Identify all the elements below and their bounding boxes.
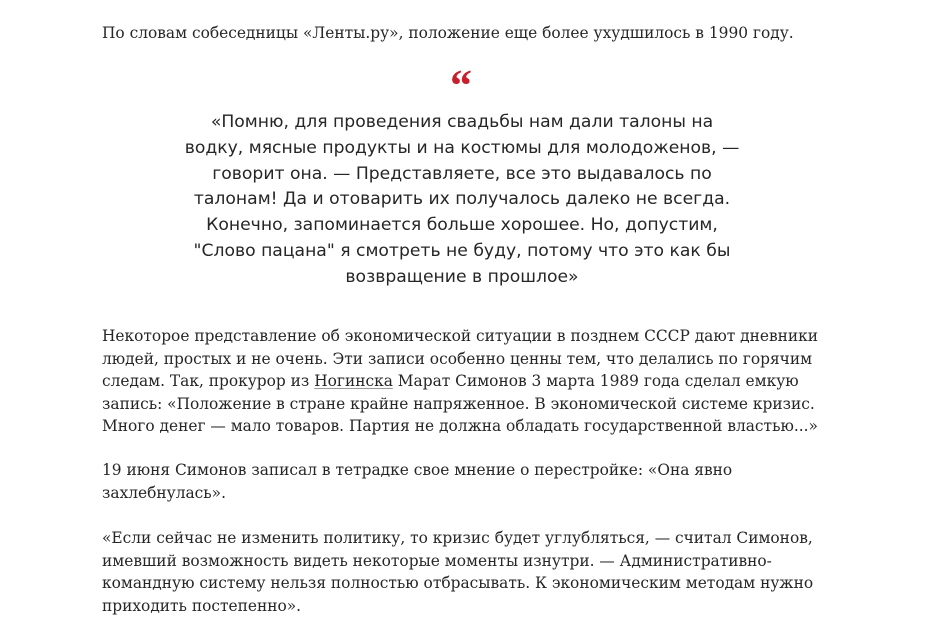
- paragraph-line: Много денег — мало товаров. Партия не должна обладать государственной властью...»: [102, 417, 818, 436]
- paragraph-line: Некоторое представление об экономической ситуации в позднем СССР дают дневники: [102, 327, 819, 345]
- paragraph-line: командную систему нельзя полностью отбрасывать. К экономическим методам нужно: [102, 574, 814, 593]
- paragraph-policy: [102, 527, 814, 617]
- paragraph-diaries: [102, 325, 819, 438]
- quote-mark-icon: “: [450, 61, 472, 110]
- paragraph-line: имевший возможность видеть некоторые моменты изнутри. — Административно-: [102, 551, 772, 570]
- quote-line: говорит она. — Представляете, все это выдавалось по: [212, 163, 712, 184]
- quote-line: "Слово пацана" я смотреть не буду, потому что это как бы: [193, 240, 731, 261]
- paragraph-text: следам. Так, прокурор из: [102, 372, 315, 391]
- quote-line: Конечно, запоминается больше хорошее. Но, допустим,: [206, 215, 718, 236]
- pull-quote: [152, 110, 772, 291]
- paragraph-line: 19 июня Симонов записал в тетрадке свое мнение о перестройке: «Она явно: [102, 461, 733, 479]
- quote-line: водку, мясные продукты и на костюмы для молодоженов, —: [184, 137, 740, 158]
- paragraph-line: запись: «Положение в стране крайне напряженное. В экономической системе кризис.: [102, 394, 815, 413]
- noginsk-link[interactable]: Ногинска: [314, 372, 393, 391]
- paragraph-line: [102, 370, 814, 393]
- quote-line: возвращение в прошлое»: [345, 266, 579, 287]
- paragraph-perestroika: [102, 459, 814, 504]
- paragraph-line: По словам собеседницы «Ленты.ру», положение еще более ухудшилось в 1990 году.: [102, 24, 794, 42]
- paragraph-line: захлебнулась».: [102, 483, 226, 502]
- paragraph-line: людей, простых и не очень. Эти записи особенно ценны тем, что делались по горячим: [102, 349, 813, 368]
- quote-line: «Помню, для проведения свадьбы нам дали талоны на: [210, 112, 714, 132]
- paragraph-line: «Если сейчас не изменить политику, то кризис будет углубляться, — считал Симонов,: [102, 529, 813, 547]
- paragraph-intro: [102, 22, 814, 45]
- quote-line: талонам! Да и отоварить их получалось далеко не всегда.: [193, 189, 731, 210]
- paragraph-line: приходить постепенно».: [102, 596, 302, 615]
- paragraph-text: Марат Симонов 3 марта 1989 года сделал емкую: [392, 372, 799, 391]
